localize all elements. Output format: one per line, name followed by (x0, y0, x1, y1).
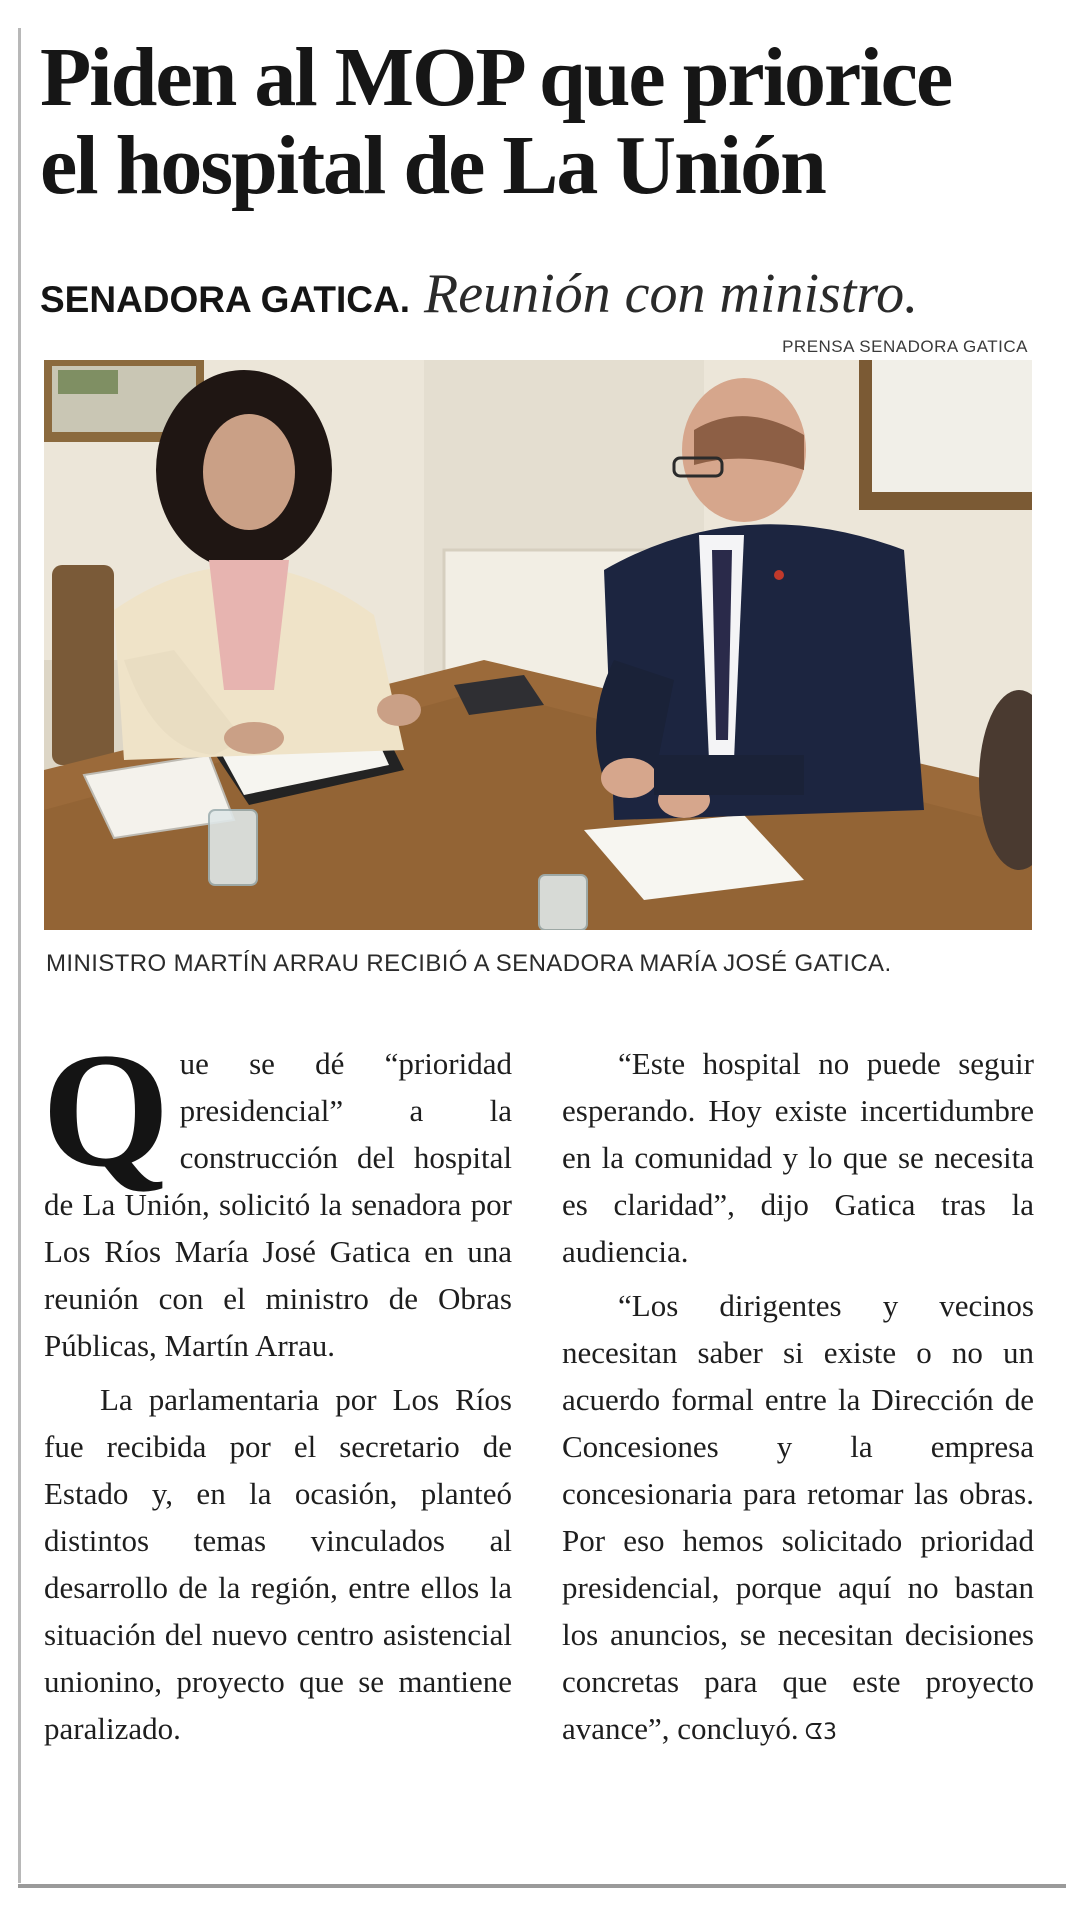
bottom-rule (18, 1884, 1066, 1888)
photo-credit: PRENSA SENADORA GATICA (782, 337, 1028, 356)
paragraph-4 (562, 1282, 1034, 1756)
headline-line-2: el hospital de La Unión (40, 119, 825, 212)
drop-cap: Q (42, 1020, 170, 1201)
paragraph-4-text: “Los dirigentes y vecinos necesitan saber si existe o no un acuerdo formal entre la Dirección de Concesiones y la empresa concesionaria para retomar las obras. Por eso hemos solicitado prioridad presidencial, porque aquí no bastan los anuncios, se necesitan decisiones concretas para que este proyecto avance”, concluyó. (562, 1288, 1034, 1746)
paragraph-1 (42, 1020, 512, 1369)
kicker-label: SENADORA GATICA. (40, 279, 410, 320)
body-column-right (562, 1040, 1034, 1756)
photo-caption: MINISTRO MARTÍN ARRAU RECIBIÓ A SENADORA MARÍA JOSÉ GATICA. (46, 950, 892, 977)
headline (40, 31, 1040, 212)
paragraph-3: “Este hospital no puede seguir esperando. Hoy existe incertidumbre en la comunidad y lo que se necesita es claridad”, dijo Gatica tras la audiencia. (562, 1046, 1034, 1269)
end-mark-icon: ᗧ3 (804, 1720, 837, 1745)
paragraph-2: La parlamentaria por Los Ríos fue recibida por el secretario de Estado y, en la ocasión, planteó distintos temas vinculados al desarrollo de la región, entre ellos la situación del nuevo centro asistencial unionino, proyecto que se mantiene paralizado. (44, 1382, 512, 1746)
kicker-subtitle: Reunión con ministro. (424, 263, 919, 325)
headline-line-1: Piden al MOP que priorice (40, 31, 952, 124)
kicker (40, 262, 918, 326)
body-column-left (42, 1020, 512, 1752)
article-photo (44, 360, 1032, 930)
meeting-photo-illustration (44, 360, 1032, 930)
left-column-rule (18, 28, 21, 1883)
paragraph-1-text: ue se dé “prioridad presidencial” a la construcción del hospital de La Unión, solicitó la senadora por Los Ríos María José Gatica en una reunión con el ministro de Obras Públicas, Martín Arrau. (44, 1046, 512, 1363)
